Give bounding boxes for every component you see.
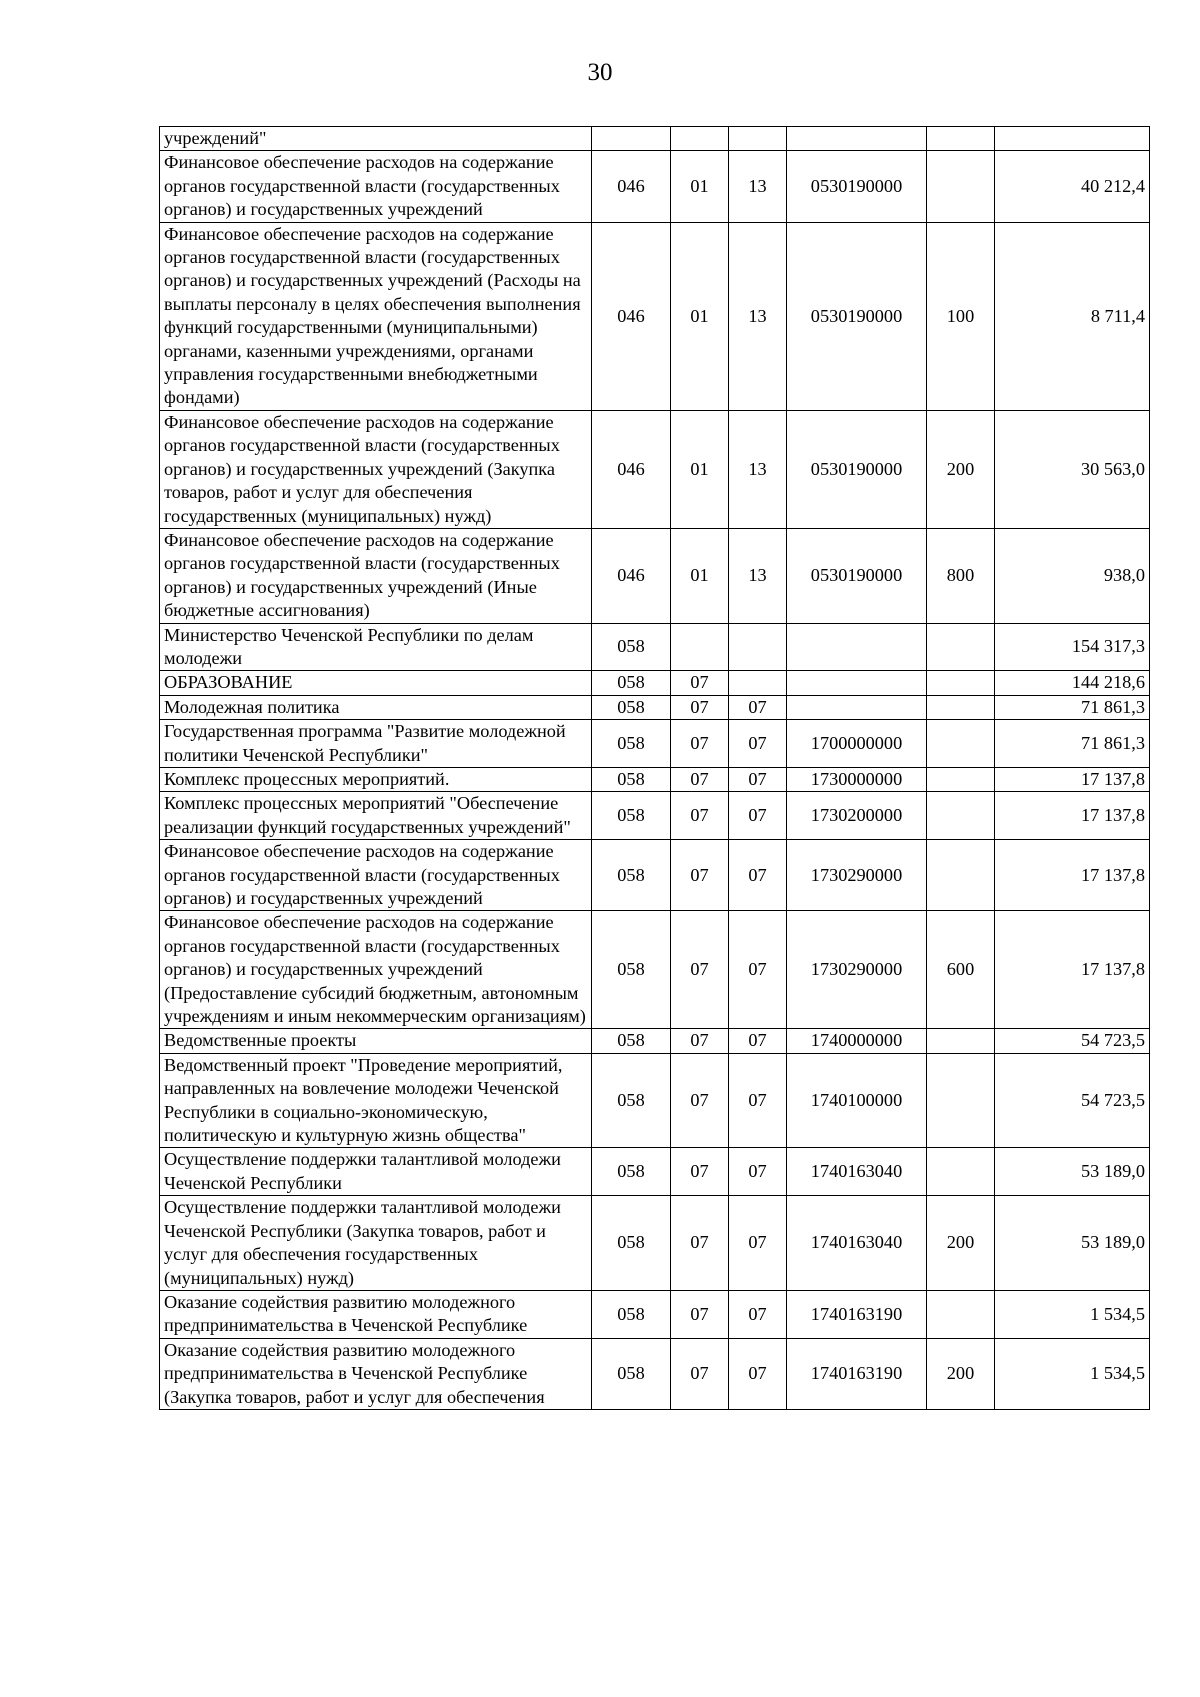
row-ved-cell: 058 — [592, 720, 671, 768]
row-subsection-cell: 07 — [729, 1148, 787, 1196]
row-target-article-cell: 1740163040 — [787, 1196, 927, 1291]
row-expense-type-cell — [927, 1029, 995, 1053]
row-amount-cell: 17 137,8 — [995, 792, 1150, 840]
row-subsection-cell: 07 — [729, 1290, 787, 1338]
row-ved-cell: 058 — [592, 1053, 671, 1148]
row-section-cell: 07 — [671, 695, 729, 719]
row-target-article-cell: 1740163190 — [787, 1290, 927, 1338]
row-section-cell: 07 — [671, 911, 729, 1029]
row-name-cell: Осуществление поддержки талантливой молодежи Чеченской Республики — [160, 1148, 592, 1196]
table-row — [160, 1029, 1150, 1053]
row-section-cell — [671, 623, 729, 671]
row-section-cell: 01 — [671, 151, 729, 222]
row-target-article-cell: 1730290000 — [787, 840, 927, 911]
table-row — [160, 911, 1150, 1029]
row-name-cell: Ведомственный проект "Проведение мероприятий, направленных на вовлечение молодежи Чеченской Республики в социально-экономическую, политическую и культурную жизнь общества" — [160, 1053, 592, 1148]
row-target-article-cell: 1740163190 — [787, 1338, 927, 1409]
row-name-cell: Финансовое обеспечение расходов на содержание органов государственной власти (государственных органов) и государственных учреждений (Закупка товаров, работ и услуг для обеспечения государственных (муниципальных) нужд) — [160, 410, 592, 528]
page-number: 30 — [587, 59, 613, 86]
row-expense-type-cell — [927, 720, 995, 768]
row-name-cell: Финансовое обеспечение расходов на содержание органов государственной власти (государственных органов) и государственных учреждений — [160, 151, 592, 222]
row-section-cell: 07 — [671, 1148, 729, 1196]
row-amount-cell: 53 189,0 — [995, 1196, 1150, 1291]
row-subsection-cell: 07 — [729, 840, 787, 911]
row-section-cell: 07 — [671, 1338, 729, 1409]
row-ved-cell: 058 — [592, 623, 671, 671]
row-name-cell: Финансовое обеспечение расходов на содержание органов государственной власти (государственных органов) и государственных учреждений (Предоставление субсидий бюджетным, автономным учреждениям и иным некоммерческим организациям) — [160, 911, 592, 1029]
row-target-article-cell: 0530190000 — [787, 151, 927, 222]
row-name-cell: учреждений" — [160, 127, 592, 151]
row-subsection-cell: 07 — [729, 1053, 787, 1148]
row-amount-cell: 144 218,6 — [995, 671, 1150, 695]
row-expense-type-cell — [927, 1290, 995, 1338]
row-ved-cell: 046 — [592, 528, 671, 623]
row-name-cell: Оказание содействия развитию молодежного предпринимательства в Чеченской Республике — [160, 1290, 592, 1338]
row-amount-cell: 71 861,3 — [995, 695, 1150, 719]
row-amount-cell: 17 137,8 — [995, 767, 1150, 791]
table-row — [160, 151, 1150, 222]
row-target-article-cell: 0530190000 — [787, 528, 927, 623]
row-expense-type-cell: 100 — [927, 222, 995, 410]
row-target-article-cell — [787, 623, 927, 671]
row-ved-cell: 058 — [592, 1196, 671, 1291]
row-name-cell: Комплекс процессных мероприятий. — [160, 767, 592, 791]
row-expense-type-cell: 800 — [927, 528, 995, 623]
table-row — [160, 623, 1150, 671]
row-expense-type-cell — [927, 671, 995, 695]
row-subsection-cell: 13 — [729, 528, 787, 623]
table-row — [160, 528, 1150, 623]
row-amount-cell: 938,0 — [995, 528, 1150, 623]
row-ved-cell: 058 — [592, 911, 671, 1029]
row-name-cell: ОБРАЗОВАНИЕ — [160, 671, 592, 695]
row-name-cell: Комплекс процессных мероприятий "Обеспечение реализации функций государственных учреждений" — [160, 792, 592, 840]
row-ved-cell: 058 — [592, 1290, 671, 1338]
row-section-cell: 01 — [671, 410, 729, 528]
row-ved-cell: 046 — [592, 410, 671, 528]
table-row — [160, 720, 1150, 768]
row-ved-cell: 058 — [592, 767, 671, 791]
row-target-article-cell: 1740163040 — [787, 1148, 927, 1196]
row-target-article-cell — [787, 695, 927, 719]
row-subsection-cell: 13 — [729, 410, 787, 528]
row-amount-cell: 53 189,0 — [995, 1148, 1150, 1196]
row-target-article-cell: 0530190000 — [787, 410, 927, 528]
table-row — [160, 222, 1150, 410]
row-amount-cell: 30 563,0 — [995, 410, 1150, 528]
row-section-cell: 07 — [671, 1029, 729, 1053]
row-subsection-cell: 07 — [729, 1338, 787, 1409]
row-expense-type-cell — [927, 151, 995, 222]
row-amount-cell: 54 723,5 — [995, 1029, 1150, 1053]
row-target-article-cell: 1730200000 — [787, 792, 927, 840]
row-target-article-cell — [787, 127, 927, 151]
row-name-cell: Оказание содействия развитию молодежного предпринимательства в Чеченской Республике (Закупка товаров, работ и услуг для обеспечения — [160, 1338, 592, 1409]
row-subsection-cell — [729, 127, 787, 151]
row-amount-cell: 154 317,3 — [995, 623, 1150, 671]
row-ved-cell: 046 — [592, 151, 671, 222]
table-body — [160, 127, 1150, 1410]
row-subsection-cell: 07 — [729, 911, 787, 1029]
row-amount-cell: 1 534,5 — [995, 1338, 1150, 1409]
budget-table — [159, 126, 1150, 1410]
table-row — [160, 1290, 1150, 1338]
row-target-article-cell: 1730000000 — [787, 767, 927, 791]
row-ved-cell: 058 — [592, 671, 671, 695]
row-subsection-cell: 07 — [729, 767, 787, 791]
row-name-cell: Молодежная политика — [160, 695, 592, 719]
row-target-article-cell: 1740100000 — [787, 1053, 927, 1148]
row-subsection-cell: 07 — [729, 695, 787, 719]
row-ved-cell: 058 — [592, 792, 671, 840]
row-section-cell: 07 — [671, 1290, 729, 1338]
row-amount-cell: 1 534,5 — [995, 1290, 1150, 1338]
row-section-cell: 01 — [671, 528, 729, 623]
row-subsection-cell: 07 — [729, 792, 787, 840]
row-amount-cell: 71 861,3 — [995, 720, 1150, 768]
row-ved-cell: 058 — [592, 695, 671, 719]
row-name-cell: Финансовое обеспечение расходов на содержание органов государственной власти (государственных органов) и государственных учреждений (Расходы на выплаты персоналу в целях обеспечения выполнения функций государственными (муниципальными) органами, казенными учреждениями, органами управления государственными внебюджетными фондами) — [160, 222, 592, 410]
row-section-cell: 07 — [671, 1196, 729, 1291]
row-subsection-cell: 07 — [729, 720, 787, 768]
row-ved-cell: 058 — [592, 840, 671, 911]
table-row — [160, 671, 1150, 695]
row-name-cell: Государственная программа "Развитие молодежной политики Чеченской Республики" — [160, 720, 592, 768]
row-target-article-cell: 1730290000 — [787, 911, 927, 1029]
row-ved-cell: 058 — [592, 1029, 671, 1053]
row-ved-cell: 058 — [592, 1148, 671, 1196]
row-section-cell: 07 — [671, 792, 729, 840]
row-section-cell: 07 — [671, 1053, 729, 1148]
row-section-cell: 07 — [671, 840, 729, 911]
row-expense-type-cell — [927, 623, 995, 671]
row-expense-type-cell: 200 — [927, 1196, 995, 1291]
row-ved-cell: 046 — [592, 222, 671, 410]
row-expense-type-cell — [927, 1053, 995, 1148]
row-amount-cell: 17 137,8 — [995, 840, 1150, 911]
row-subsection-cell — [729, 671, 787, 695]
row-section-cell: 01 — [671, 222, 729, 410]
row-name-cell: Финансовое обеспечение расходов на содержание органов государственной власти (государственных органов) и государственных учреждений — [160, 840, 592, 911]
table-row — [160, 127, 1150, 151]
row-name-cell: Ведомственные проекты — [160, 1029, 592, 1053]
row-expense-type-cell — [927, 767, 995, 791]
row-target-article-cell: 0530190000 — [787, 222, 927, 410]
table-row — [160, 1196, 1150, 1291]
row-amount-cell: 8 711,4 — [995, 222, 1150, 410]
row-expense-type-cell: 200 — [927, 410, 995, 528]
table-row — [160, 792, 1150, 840]
row-section-cell — [671, 127, 729, 151]
table-row — [160, 1338, 1150, 1409]
row-ved-cell — [592, 127, 671, 151]
row-expense-type-cell — [927, 127, 995, 151]
row-target-article-cell: 1700000000 — [787, 720, 927, 768]
row-expense-type-cell: 200 — [927, 1338, 995, 1409]
row-subsection-cell: 13 — [729, 222, 787, 410]
table-row — [160, 410, 1150, 528]
row-expense-type-cell — [927, 695, 995, 719]
row-name-cell: Финансовое обеспечение расходов на содержание органов государственной власти (государственных органов) и государственных учреждений (Иные бюджетные ассигнования) — [160, 528, 592, 623]
row-amount-cell: 17 137,8 — [995, 911, 1150, 1029]
row-expense-type-cell — [927, 1148, 995, 1196]
row-name-cell: Осуществление поддержки талантливой молодежи Чеченской Республики (Закупка товаров, работ и услуг для обеспечения государственных (муниципальных) нужд) — [160, 1196, 592, 1291]
row-target-article-cell — [787, 671, 927, 695]
row-amount-cell — [995, 127, 1150, 151]
row-name-cell: Министерство Чеченской Республики по делам молодежи — [160, 623, 592, 671]
row-expense-type-cell — [927, 792, 995, 840]
table-row — [160, 1148, 1150, 1196]
row-amount-cell: 54 723,5 — [995, 1053, 1150, 1148]
row-subsection-cell: 07 — [729, 1029, 787, 1053]
row-amount-cell: 40 212,4 — [995, 151, 1150, 222]
row-expense-type-cell — [927, 840, 995, 911]
row-section-cell: 07 — [671, 767, 729, 791]
table-row — [160, 1053, 1150, 1148]
row-subsection-cell: 13 — [729, 151, 787, 222]
row-subsection-cell: 07 — [729, 1196, 787, 1291]
row-section-cell: 07 — [671, 720, 729, 768]
table-row — [160, 767, 1150, 791]
row-subsection-cell — [729, 623, 787, 671]
table-row — [160, 695, 1150, 719]
row-target-article-cell: 1740000000 — [787, 1029, 927, 1053]
table-row — [160, 840, 1150, 911]
row-expense-type-cell: 600 — [927, 911, 995, 1029]
row-ved-cell: 058 — [592, 1338, 671, 1409]
row-section-cell: 07 — [671, 671, 729, 695]
